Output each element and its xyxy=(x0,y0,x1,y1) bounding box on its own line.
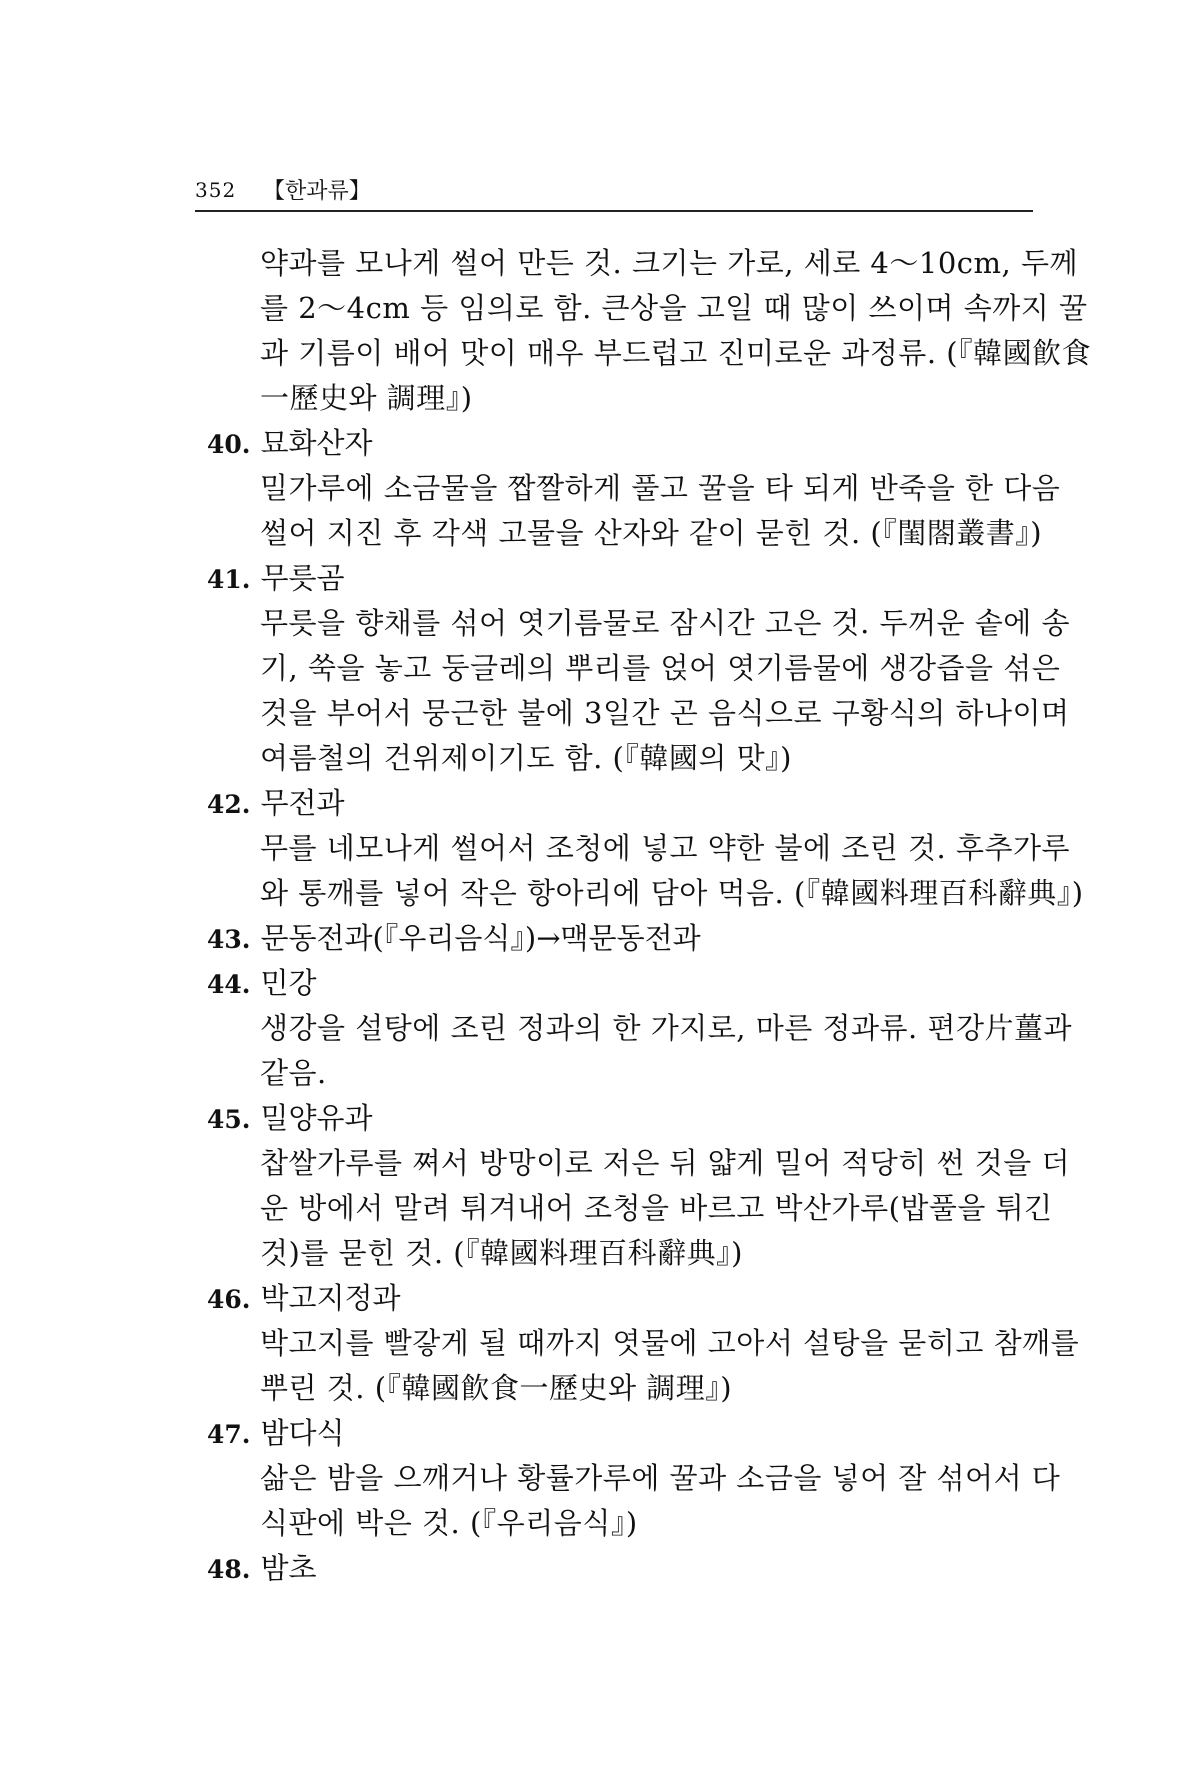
entry-line: 찹쌀가루를 쪄서 방망이로 저은 뒤 얇게 밀어 적당히 썬 것을 더 xyxy=(260,1146,1071,1180)
entry-heading xyxy=(207,555,345,601)
entry-line: 것을 부어서 뭉근한 불에 3일간 곤 음식으로 구황식의 하나이며 xyxy=(260,696,1070,730)
page-header xyxy=(195,170,1033,212)
entry-line: 무를 네모나게 썰어서 조청에 넣고 약한 불에 조린 것. 후추가루 xyxy=(260,831,1071,865)
entry-title: 무전과 xyxy=(260,786,345,820)
entry-number: 44. xyxy=(207,970,251,999)
entry-line: 삶은 밤을 으깨거나 황률가루에 꿀과 소금을 넣어 잘 섞어서 다 xyxy=(260,1461,1061,1495)
entry-line: 기, 쑥을 놓고 둥글레의 뿌리를 얹어 엿기름물에 생강즙을 섞은 xyxy=(260,651,1061,685)
entry-line: 뿌린 것. (『韓國飮食一歷史와 調理』) xyxy=(260,1371,733,1405)
entry-title: 무릇곰 xyxy=(260,561,345,595)
entry-title: 민강 xyxy=(260,966,317,1000)
entry-number: 41. xyxy=(207,565,251,594)
entry-title: 묘화산자 xyxy=(260,426,373,460)
entry-heading xyxy=(207,1275,401,1321)
entry-number: 40. xyxy=(207,430,251,459)
entry-heading xyxy=(207,780,345,826)
intro-line: 약과를 모나게 썰어 만든 것. 크기는 가로, 세로 4～10cm, 두께 xyxy=(260,246,1078,280)
entry-line: 썰어 지진 후 각색 고물을 산자와 같이 묻힌 것. (『閨閤叢書』) xyxy=(260,516,1043,550)
page-number: 352 xyxy=(195,178,237,202)
intro-line: 一歷史와 調理』) xyxy=(260,381,473,415)
entry-heading xyxy=(207,960,317,1006)
entry-title: 밤초 xyxy=(260,1551,317,1585)
entry-number: 45. xyxy=(207,1105,251,1134)
entry-title: 밀양유과 xyxy=(260,1101,373,1135)
entry-number: 46. xyxy=(207,1285,251,1314)
entry-line: 생강을 설탕에 조린 정과의 한 가지로, 마른 정과류. 편강片薑과 xyxy=(260,1011,1073,1045)
entry-heading xyxy=(207,1545,317,1591)
entry-line: 여름철의 건위제이기도 함. (『韓國의 맛』) xyxy=(260,741,792,775)
entry-heading xyxy=(207,1095,373,1141)
entry-line: 같음. xyxy=(260,1056,327,1090)
intro-line: 과 기름이 배어 맛이 매우 부드럽고 진미로운 과정류. (『韓國飮食 xyxy=(260,336,1092,370)
entry-line: 밀가루에 소금물을 짭짤하게 풀고 꿀을 타 되게 반죽을 한 다음 xyxy=(260,471,1061,505)
entry-line: 박고지를 빨갛게 될 때까지 엿물에 고아서 설탕을 묻히고 참깨를 xyxy=(260,1326,1080,1360)
entry-line: 것)를 묻힌 것. (『韓國料理百科辭典』) xyxy=(260,1236,743,1270)
entry-number: 47. xyxy=(207,1420,251,1449)
entry-number: 43. xyxy=(207,925,251,954)
entry-line: 무릇을 향채를 섞어 엿기름물로 잠시간 고은 것. 두꺼운 솥에 송 xyxy=(260,606,1071,640)
entry-number: 42. xyxy=(207,790,251,819)
intro-line: 를 2～4cm 등 임의로 함. 큰상을 고일 때 많이 쓰이며 속까지 꿀 xyxy=(260,291,1088,325)
entry-number: 48. xyxy=(207,1555,251,1584)
entry-heading xyxy=(207,420,373,466)
entry-line: 식판에 박은 것. (『우리음식』) xyxy=(260,1506,638,1540)
entry-title: 문동전과(『우리음식』)→맥문동전과 xyxy=(260,921,701,955)
entry-heading xyxy=(207,1410,345,1456)
entry-line: 와 통깨를 넣어 작은 항아리에 담아 먹음. (『韓國料理百科辭典』) xyxy=(260,876,1084,910)
entry-line: 운 방에서 말려 튀겨내어 조청을 바르고 박산가루(밥풀을 튀긴 xyxy=(260,1191,1053,1225)
entry-title: 밤다식 xyxy=(260,1416,345,1450)
entry-title: 박고지정과 xyxy=(260,1281,401,1315)
section-title: 【한과류】 xyxy=(263,179,371,204)
entry-heading xyxy=(207,915,701,961)
